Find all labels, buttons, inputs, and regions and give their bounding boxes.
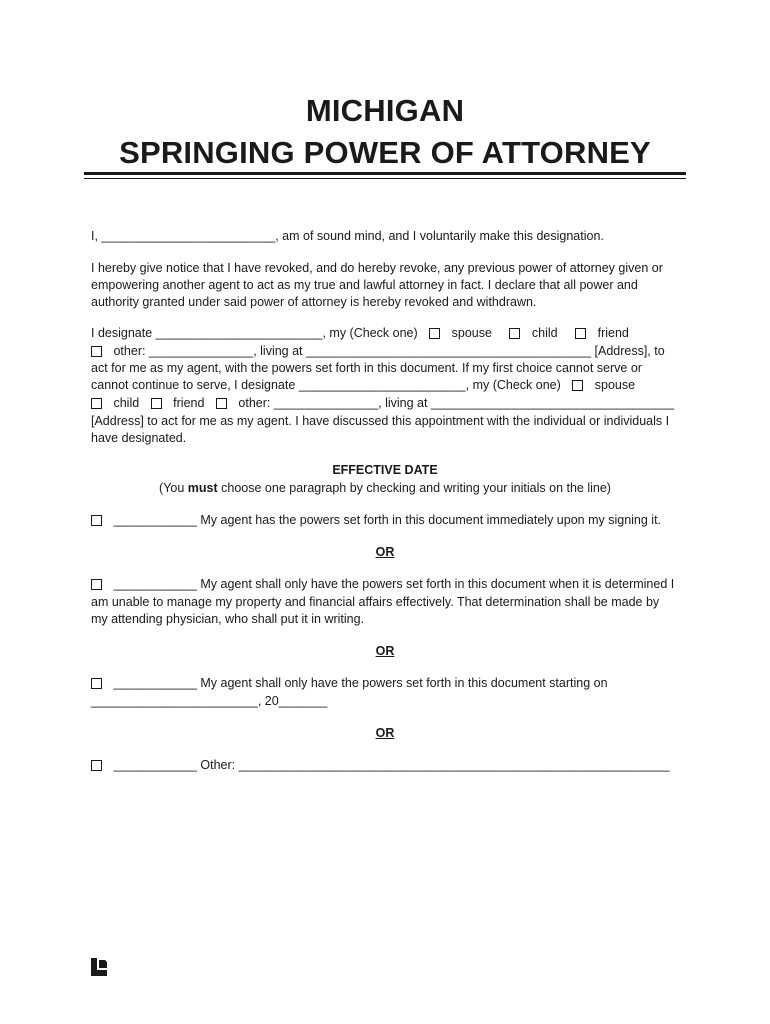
start-date-text: ____________ My agent shall only have the powers set forth in this document starting on	[113, 676, 608, 690]
document-title: SPRINGING POWER OF ATTORNEY	[119, 135, 651, 170]
designate-line-4	[91, 377, 635, 393]
designate-line-3: act for me as my agent, with the powers set forth in this document. If my first choice cannot serve or	[91, 361, 642, 375]
incapacity-line: am unable to manage my property and financial affairs effectively. That determination shall be made by	[91, 595, 660, 609]
title-rule-thick	[84, 172, 686, 175]
effective-date-heading: EFFECTIVE DATE	[332, 463, 438, 477]
designate-line-1	[91, 325, 629, 341]
other-checkbox[interactable]	[91, 346, 102, 357]
alternate-other-checkbox[interactable]	[216, 398, 227, 409]
declarant-line: I, _________________________, am of sound mind, and I voluntarily make this designation.	[91, 229, 604, 243]
alternate-spouse-label: spouse	[594, 378, 636, 392]
designate-text: I designate ________________________, my (Check one)	[91, 326, 418, 340]
alternate-designate-text: cannot continue to serve, I designate ________________________, my (Check one)	[91, 378, 561, 392]
designate-line-7: have designated.	[91, 431, 187, 445]
spouse-checkbox[interactable]	[429, 328, 440, 339]
designate-line-2	[91, 343, 665, 359]
document-title-state: MICHIGAN	[305, 93, 465, 128]
instruction-suffix: choose one paragraph by checking and writing your initials on the line)	[221, 481, 611, 495]
effective-date-instructions	[84, 480, 686, 496]
immediate-text: ____________ My agent has the powers set forth in this document immediately upon my signing it.	[113, 513, 662, 527]
child-checkbox[interactable]	[509, 328, 520, 339]
revoke-paragraph-line: empowering another agent to act as my true and lawful attorney in fact. I declare that all power and	[91, 278, 638, 292]
friend-label: friend	[597, 326, 629, 340]
instruction-prefix: (You	[159, 481, 185, 495]
alternate-other-living-text: other: _______________, living at ___________________________________	[238, 396, 675, 410]
start-date-line: ________________________, 20_______	[91, 694, 328, 708]
revoke-paragraph-line: authority granted under said power of attorney is hereby revoked and withdrawn.	[91, 295, 537, 309]
incapacity-checkbox[interactable]	[91, 579, 102, 590]
alternate-friend-checkbox[interactable]	[151, 398, 162, 409]
or-divider: OR	[375, 726, 395, 740]
or-divider: OR	[375, 644, 395, 658]
alternate-child-label: child	[113, 396, 140, 410]
start-date-checkbox[interactable]	[91, 678, 102, 689]
other-option-checkbox[interactable]	[91, 760, 102, 771]
instruction-must: must	[187, 481, 218, 495]
alternate-friend-label: friend	[173, 396, 205, 410]
immediate-checkbox[interactable]	[91, 515, 102, 526]
title-rule-thin	[84, 178, 686, 179]
alternate-spouse-checkbox[interactable]	[572, 380, 583, 391]
friend-checkbox[interactable]	[575, 328, 586, 339]
brand-logo-icon	[91, 958, 109, 976]
designate-line-6: [Address] to act for me as my agent. I have discussed this appointment with the individual or individuals I	[91, 414, 670, 428]
incapacity-text: ____________ My agent shall only have the powers set forth in this document when it is determined I	[113, 577, 675, 591]
alternate-child-checkbox[interactable]	[91, 398, 102, 409]
designate-line-5	[91, 395, 674, 411]
effective-option-start-date	[91, 675, 608, 691]
effective-option-immediate	[91, 512, 661, 528]
effective-option-incapacity	[91, 576, 674, 592]
child-label: child	[531, 326, 558, 340]
or-divider: OR	[375, 545, 395, 559]
other-living-text: other: _______________, living at _________________________________________ [Address], to	[113, 344, 665, 358]
incapacity-line: my attending physician, who shall put it in writing.	[91, 612, 365, 626]
spouse-label: spouse	[451, 326, 492, 340]
other-option-text: ____________ Other: ______________________________________________________________	[113, 758, 670, 772]
effective-option-other	[91, 757, 670, 773]
revoke-paragraph-line: I hereby give notice that I have revoked, and do hereby revoke, any previous power of attorney given or	[91, 261, 663, 275]
